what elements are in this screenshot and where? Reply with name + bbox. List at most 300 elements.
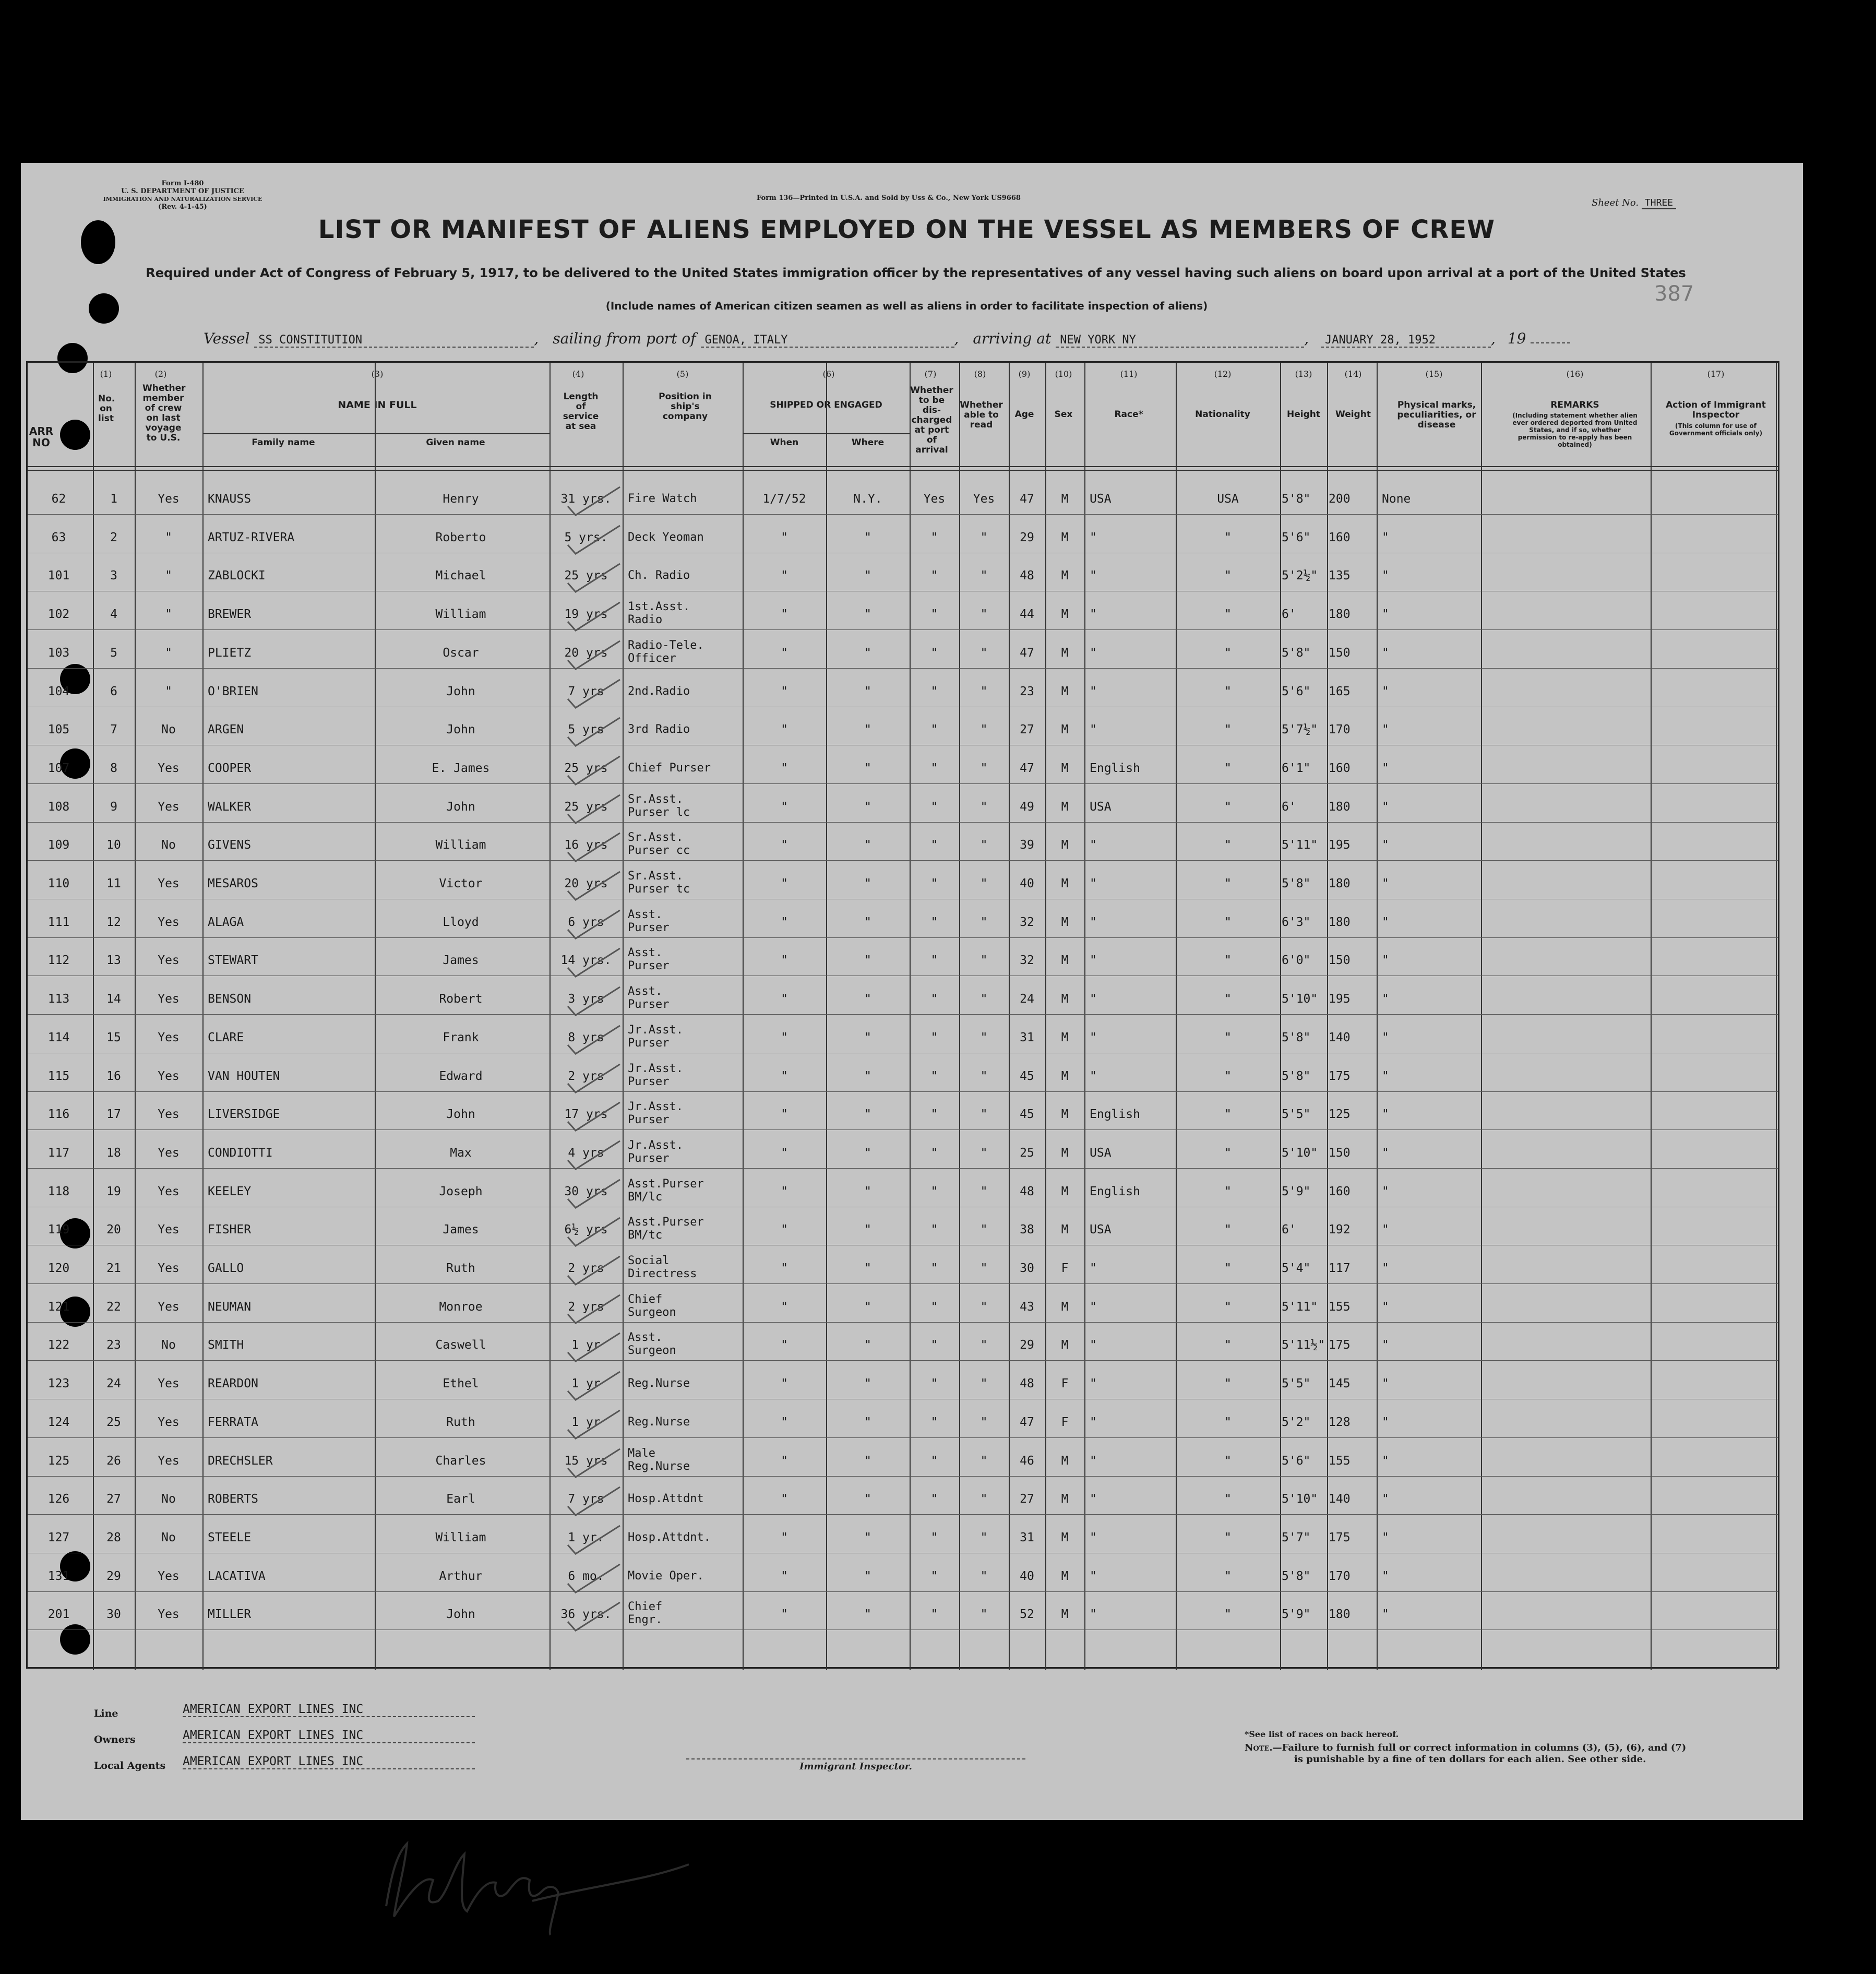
- subheader-rule: [743, 433, 910, 434]
- check-mark-icon: [555, 560, 623, 596]
- discharge-cell: ": [930, 1069, 938, 1083]
- check-mark-icon: [555, 791, 623, 827]
- agents-label: Local Agents: [94, 1760, 166, 1771]
- prev-voyage-cell: No: [161, 838, 176, 852]
- sex-cell: M: [1061, 954, 1069, 967]
- list-no-cell: 14: [106, 992, 121, 1006]
- discharge-cell: ": [930, 1108, 938, 1121]
- when-header: When: [770, 437, 799, 448]
- sex-cell: M: [1061, 531, 1069, 544]
- given-name-cell: Ruth: [446, 1262, 475, 1275]
- position-line: Directress: [628, 1267, 697, 1280]
- age-cell: 48: [1020, 1185, 1034, 1198]
- arrival-no-cell: 110: [47, 877, 70, 890]
- height-cell: 5'8": [1282, 1031, 1311, 1044]
- race-cell: ": [1090, 1338, 1097, 1352]
- weight-cell: 140: [1329, 1031, 1351, 1044]
- physical-marks-cell: ": [1382, 1531, 1389, 1544]
- shipped-when-cell: 1/7/52: [762, 492, 806, 506]
- position-line: Asst.: [628, 985, 663, 998]
- arrival-no-cell: 126: [47, 1492, 70, 1506]
- position-cell: [628, 908, 740, 934]
- race-cell: English: [1090, 1185, 1140, 1198]
- family-name-cell: STEWART: [208, 954, 258, 967]
- sex-cell: M: [1061, 1031, 1069, 1044]
- col4-number: (4): [572, 369, 584, 379]
- col6-header: SHIPPED OR ENGAGED: [770, 400, 882, 410]
- position-line: 1st.Asst.: [628, 600, 690, 613]
- list-no-cell: 10: [106, 838, 121, 852]
- able-to-read-cell: Yes: [973, 492, 995, 506]
- arrival-no-cell: 120: [47, 1262, 70, 1275]
- line-label: Line: [94, 1708, 118, 1719]
- position-cell: [628, 1447, 740, 1473]
- position-line: Purser lc: [628, 806, 690, 819]
- service-length-cell: 36 yrs.: [560, 1608, 612, 1621]
- race-cell: ": [1090, 1416, 1097, 1429]
- height-cell: 5'11": [1282, 838, 1318, 852]
- col2-number: (2): [154, 369, 167, 379]
- given-name-cell: Arthur: [439, 1569, 483, 1583]
- able-to-read-cell: ": [980, 1416, 988, 1429]
- position-line: Purser: [628, 959, 670, 972]
- nationality-cell: ": [1224, 1300, 1232, 1314]
- position-line: Surgeon: [628, 1344, 676, 1357]
- weight-cell: 180: [1329, 608, 1351, 621]
- height-cell: 5'9": [1282, 1185, 1311, 1198]
- prev-voyage-cell: Yes: [158, 1416, 180, 1429]
- service-length-cell: 2 yrs: [568, 1300, 604, 1314]
- discharge-cell: ": [930, 762, 938, 775]
- prev-voyage-cell: Yes: [158, 1069, 180, 1083]
- list-no-cell: 2: [110, 531, 117, 544]
- check-mark-icon: [555, 1137, 623, 1173]
- row-rule: [28, 860, 1778, 861]
- position-cell: [628, 1416, 740, 1429]
- check-mark-icon: [555, 1406, 623, 1443]
- discharge-cell: ": [930, 608, 938, 621]
- position-line: Jr.Asst.: [628, 1024, 683, 1037]
- given-name-cell: Max: [450, 1146, 472, 1160]
- arrival-no-cell: 127: [47, 1531, 70, 1544]
- check-mark-icon: [555, 1560, 623, 1597]
- column-rule: [202, 363, 204, 1670]
- position-line: Purser tc: [628, 883, 690, 896]
- physical-marks-cell: ": [1382, 877, 1389, 890]
- nationality-cell: USA: [1217, 492, 1239, 506]
- nationality-cell: ": [1224, 1569, 1232, 1583]
- list-no-cell: 9: [110, 800, 117, 814]
- race-cell: ": [1090, 1069, 1097, 1083]
- arrival-no-cell: 124: [47, 1416, 70, 1429]
- arrival-no-cell: 113: [47, 992, 70, 1006]
- age-cell: 47: [1020, 1416, 1034, 1429]
- position-cell: [628, 1062, 740, 1088]
- discharge-cell: ": [930, 569, 938, 582]
- shipped-where-cell: ": [864, 838, 871, 852]
- height-cell: 6'0": [1282, 954, 1311, 967]
- height-cell: 5'10": [1282, 1492, 1318, 1506]
- physical-marks-cell: ": [1382, 1069, 1389, 1083]
- family-name-cell: WALKER: [208, 800, 252, 814]
- arrival-no-cell: 118: [47, 1185, 70, 1198]
- age-cell: 32: [1020, 954, 1034, 967]
- given-name-cell: Ethel: [443, 1377, 479, 1390]
- position-line: Radio-Tele.: [628, 639, 704, 652]
- column-rule: [375, 363, 376, 1670]
- race-cell: USA: [1090, 492, 1112, 506]
- col5-number: (5): [676, 369, 689, 379]
- sex-cell: M: [1061, 838, 1069, 852]
- physical-marks-cell: ": [1382, 1300, 1389, 1314]
- races-note: *See list of races on back hereof.: [1245, 1729, 1399, 1739]
- discharge-cell: ": [930, 1416, 938, 1429]
- arrival-no-cell: 201: [47, 1608, 70, 1621]
- column-rule: [93, 363, 94, 1670]
- col4-header: Length of service at sea: [563, 391, 599, 432]
- family-name-cell: SMITH: [208, 1338, 244, 1352]
- age-cell: 47: [1020, 492, 1034, 506]
- position-line: Asst.: [628, 1331, 663, 1344]
- position-line: Deck Yeoman: [628, 531, 704, 544]
- position-line: Engr.: [628, 1613, 663, 1626]
- family-name-cell: STEELE: [208, 1531, 252, 1544]
- position-cell: [628, 1216, 740, 1242]
- row-rule: [28, 1437, 1778, 1438]
- shipped-when-cell: ": [781, 1069, 788, 1083]
- header-bottom-rule: [28, 470, 1778, 471]
- able-to-read-cell: ": [980, 646, 988, 660]
- age-cell: 44: [1020, 608, 1034, 621]
- family-name-cell: CONDIOTTI: [208, 1146, 273, 1160]
- service-length-cell: 8 yrs: [568, 1031, 604, 1044]
- signature: [376, 1833, 699, 1937]
- col1-number: (1): [100, 369, 112, 379]
- arrival-no-cell: 103: [47, 646, 70, 660]
- prev-voyage-cell: Yes: [158, 1108, 180, 1121]
- list-no-cell: 11: [106, 877, 121, 890]
- given-name-header: Given name: [426, 437, 485, 448]
- shipped-where-cell: N.Y.: [853, 492, 882, 506]
- nationality-cell: ": [1224, 1069, 1232, 1083]
- nationality-cell: ": [1224, 992, 1232, 1006]
- height-cell: 6'3": [1282, 915, 1311, 929]
- family-name-cell: O'BRIEN: [208, 685, 258, 698]
- given-name-cell: John: [446, 1108, 475, 1121]
- arrival-no-cell: 123: [47, 1377, 70, 1390]
- column-rule: [1084, 363, 1085, 1670]
- check-mark-icon: [555, 483, 623, 519]
- prev-voyage-cell: Yes: [158, 1223, 180, 1236]
- family-name-cell: ROBERTS: [208, 1492, 258, 1506]
- col15-header: Physical marks, peculiarities, or disease: [1397, 400, 1476, 430]
- physical-marks-cell: ": [1382, 915, 1389, 929]
- weight-cell: 150: [1329, 646, 1351, 660]
- prev-voyage-cell: Yes: [158, 1608, 180, 1621]
- col8-number: (8): [974, 369, 986, 379]
- given-name-cell: Roberto: [435, 531, 486, 544]
- col10-number: (10): [1055, 369, 1072, 379]
- able-to-read-cell: ": [980, 1108, 988, 1121]
- position-line: Jr.Asst.: [628, 1139, 683, 1152]
- position-line: 3rd Radio: [628, 723, 690, 736]
- weight-cell: 160: [1329, 762, 1351, 775]
- col14-header: Weight: [1335, 409, 1371, 420]
- check-mark-icon: [555, 714, 623, 750]
- age-cell: 39: [1020, 838, 1034, 852]
- position-line: Reg.Nurse: [628, 1416, 690, 1429]
- given-name-cell: James: [443, 1223, 479, 1236]
- discharge-cell: ": [930, 685, 938, 698]
- given-name-cell: Ruth: [446, 1416, 475, 1429]
- col10-header: Sex: [1054, 409, 1073, 420]
- nationality-cell: ": [1224, 838, 1232, 852]
- race-cell: ": [1090, 1031, 1097, 1044]
- sex-cell: M: [1061, 1300, 1069, 1314]
- check-mark-icon: [555, 1598, 623, 1635]
- nationality-cell: ": [1224, 569, 1232, 582]
- arrival-no-cell: 114: [47, 1031, 70, 1044]
- race-cell: USA: [1090, 1146, 1112, 1160]
- arrival-no-cell: 116: [47, 1108, 70, 1121]
- able-to-read-cell: ": [980, 723, 988, 736]
- prev-voyage-cell: Yes: [158, 954, 180, 967]
- weight-cell: 195: [1329, 992, 1351, 1006]
- age-cell: 48: [1020, 1377, 1034, 1390]
- shipped-where-cell: ": [864, 723, 871, 736]
- prev-voyage-cell: Yes: [158, 1031, 180, 1044]
- prev-voyage-cell: Yes: [158, 1569, 180, 1583]
- check-mark-icon: [555, 1214, 623, 1250]
- sex-cell: F: [1061, 1416, 1069, 1429]
- height-cell: 5'5": [1282, 1108, 1311, 1121]
- owners-label: Owners: [94, 1734, 136, 1745]
- age-cell: 23: [1020, 685, 1034, 698]
- col16-number: (16): [1566, 369, 1584, 379]
- given-name-cell: E. James: [432, 762, 490, 775]
- check-mark-icon: [555, 1445, 623, 1481]
- given-name-cell: John: [446, 800, 475, 814]
- prev-voyage-cell: Yes: [158, 762, 180, 775]
- physical-marks-cell: ": [1382, 838, 1389, 852]
- race-cell: ": [1090, 877, 1097, 890]
- physical-marks-cell: ": [1382, 1223, 1389, 1236]
- position-cell: [628, 1178, 740, 1204]
- position-line: Jr.Asst.: [628, 1100, 683, 1113]
- check-mark-icon: [555, 1367, 623, 1404]
- shipped-when-cell: ": [781, 992, 788, 1006]
- list-no-cell: 19: [106, 1185, 121, 1198]
- shipped-where-cell: ": [864, 1377, 871, 1390]
- race-cell: ": [1090, 1300, 1097, 1314]
- discharge-cell: ": [930, 992, 938, 1006]
- able-to-read-cell: ": [980, 954, 988, 967]
- arrival-no-cell: 122: [47, 1338, 70, 1352]
- position-cell: [628, 1254, 740, 1280]
- able-to-read-cell: ": [980, 1569, 988, 1583]
- family-name-cell: REARDON: [208, 1377, 258, 1390]
- weight-cell: 160: [1329, 531, 1351, 544]
- shipped-where-cell: ": [864, 608, 871, 621]
- weight-cell: 180: [1329, 1608, 1351, 1621]
- col13-number: (13): [1295, 369, 1312, 379]
- sheet-number: Sheet No. THREE: [1592, 197, 1676, 208]
- physical-marks-cell: ": [1382, 1454, 1389, 1468]
- family-name-cell: BREWER: [208, 608, 252, 621]
- height-cell: 5'11": [1282, 1300, 1318, 1314]
- arrival-no-cell: 63: [51, 531, 66, 544]
- weight-cell: 170: [1329, 723, 1351, 736]
- physical-marks-cell: ": [1382, 1416, 1389, 1429]
- column-rule: [826, 363, 827, 1670]
- service-length-cell: 2 yrs: [568, 1069, 604, 1083]
- sex-cell: M: [1061, 608, 1069, 621]
- shipped-where-cell: ": [864, 1146, 871, 1160]
- arrival-no-cell: 108: [47, 800, 70, 814]
- shipped-where-cell: ": [864, 1338, 871, 1352]
- prev-voyage-cell: No: [161, 723, 176, 736]
- nationality-cell: ": [1224, 1531, 1232, 1544]
- service-length-cell: 6 yrs: [568, 915, 604, 929]
- height-cell: 5'8": [1282, 1069, 1311, 1083]
- weight-cell: 180: [1329, 800, 1351, 814]
- height-cell: 5'4": [1282, 1262, 1311, 1275]
- service-length-cell: 3 yrs: [568, 992, 604, 1006]
- column-rule: [1280, 363, 1281, 1670]
- able-to-read-cell: ": [980, 1185, 988, 1198]
- shipped-where-cell: ": [864, 915, 871, 929]
- race-cell: ": [1090, 1569, 1097, 1583]
- arrival-no-cell: 105: [47, 723, 70, 736]
- service-length-cell: 5 yrs.: [564, 531, 608, 544]
- row-rule: [28, 668, 1778, 669]
- position-cell: [628, 1569, 740, 1583]
- physical-marks-cell: ": [1382, 569, 1389, 582]
- nationality-cell: ": [1224, 1185, 1232, 1198]
- weight-cell: 175: [1329, 1338, 1351, 1352]
- shipped-where-cell: ": [864, 1300, 871, 1314]
- physical-marks-cell: ": [1382, 531, 1389, 544]
- check-mark-icon: [555, 1021, 623, 1058]
- position-cell: [628, 639, 740, 665]
- able-to-read-cell: ": [980, 915, 988, 929]
- nationality-cell: ": [1224, 1146, 1232, 1160]
- weight-cell: 175: [1329, 1531, 1351, 1544]
- given-name-cell: Victor: [439, 877, 483, 890]
- age-cell: 48: [1020, 569, 1034, 582]
- service-length-cell: 25 yrs: [564, 569, 608, 582]
- weight-cell: 195: [1329, 838, 1351, 852]
- weight-cell: 165: [1329, 685, 1351, 698]
- column-rule: [1651, 363, 1652, 1670]
- age-cell: 25: [1020, 1146, 1034, 1160]
- position-cell: [628, 1100, 740, 1126]
- race-cell: English: [1090, 762, 1140, 775]
- discharge-cell: ": [930, 1338, 938, 1352]
- family-name-cell: ALAGA: [208, 915, 244, 929]
- prev-voyage-cell: No: [161, 1492, 176, 1506]
- check-mark-icon: [555, 867, 623, 904]
- position-line: Purser: [628, 921, 670, 934]
- prev-voyage-cell: Yes: [158, 800, 180, 814]
- family-name-cell: BENSON: [208, 992, 252, 1006]
- shipped-where-cell: ": [864, 646, 871, 660]
- age-cell: 31: [1020, 1531, 1034, 1544]
- nationality-cell: ": [1224, 915, 1232, 929]
- sex-cell: M: [1061, 762, 1069, 775]
- list-no-cell: 16: [106, 1069, 121, 1083]
- service-length-cell: 1 yr: [571, 1338, 601, 1352]
- col9-header: Age: [1014, 409, 1034, 420]
- height-cell: 5'6": [1282, 685, 1311, 698]
- check-mark-icon: [555, 637, 623, 673]
- race-cell: ": [1090, 608, 1097, 621]
- weight-cell: 140: [1329, 1492, 1351, 1506]
- position-cell: [628, 685, 740, 698]
- given-name-cell: Earl: [446, 1492, 475, 1506]
- position-line: Purser: [628, 998, 670, 1011]
- col14-number: (14): [1344, 369, 1362, 379]
- position-line: Sr.Asst.: [628, 870, 683, 883]
- shipped-when-cell: ": [781, 800, 788, 814]
- shipped-when-cell: ": [781, 1146, 788, 1160]
- service-length-cell: 6 mo.: [568, 1569, 604, 1583]
- arrival-no-cell: 117: [47, 1146, 70, 1160]
- age-cell: 52: [1020, 1608, 1034, 1621]
- list-no-cell: 27: [106, 1492, 121, 1506]
- height-cell: 6': [1282, 1223, 1296, 1236]
- shipped-when-cell: ": [781, 1531, 788, 1544]
- printer-line: Form 136—Printed in U.S.A. and Sold by Uss & Co., New York US9668: [757, 194, 1021, 202]
- given-name-cell: Michael: [435, 569, 486, 582]
- list-no-cell: 12: [106, 915, 121, 929]
- list-no-cell: 7: [110, 723, 117, 736]
- race-cell: English: [1090, 1108, 1140, 1121]
- check-mark-icon: [555, 1291, 623, 1327]
- position-line: Chief: [628, 1600, 663, 1613]
- position-line: Purser: [628, 1075, 670, 1088]
- able-to-read-cell: ": [980, 1146, 988, 1160]
- service-length-cell: 31 yrs.: [560, 492, 612, 506]
- position-line: Officer: [628, 652, 676, 665]
- column-rule: [1776, 363, 1777, 1670]
- row-rule: [28, 1283, 1778, 1284]
- row-rule: [28, 822, 1778, 823]
- shipped-where-cell: ": [864, 1108, 871, 1121]
- nationality-cell: ": [1224, 1416, 1232, 1429]
- service-length-cell: 7 yrs: [568, 1492, 604, 1506]
- sex-cell: M: [1061, 1108, 1069, 1121]
- shipped-when-cell: ": [781, 1185, 788, 1198]
- weight-cell: 128: [1329, 1416, 1351, 1429]
- shipped-when-cell: ": [781, 915, 788, 929]
- sex-cell: M: [1061, 1569, 1069, 1583]
- discharge-cell: ": [930, 915, 938, 929]
- shipped-when-cell: ": [781, 1377, 788, 1390]
- race-cell: USA: [1090, 1223, 1112, 1236]
- prev-voyage-cell: No: [161, 1531, 176, 1544]
- position-line: Chief Purser: [628, 762, 711, 775]
- race-cell: ": [1090, 1377, 1097, 1390]
- row-rule: [28, 629, 1778, 630]
- weight-cell: 170: [1329, 1569, 1351, 1583]
- able-to-read-cell: ": [980, 800, 988, 814]
- arrival-no-cell: 101: [47, 569, 70, 582]
- family-name-cell: LIVERSIDGE: [208, 1108, 280, 1121]
- list-no-cell: 8: [110, 762, 117, 775]
- given-name-cell: John: [446, 723, 475, 736]
- age-cell: 29: [1020, 1338, 1034, 1352]
